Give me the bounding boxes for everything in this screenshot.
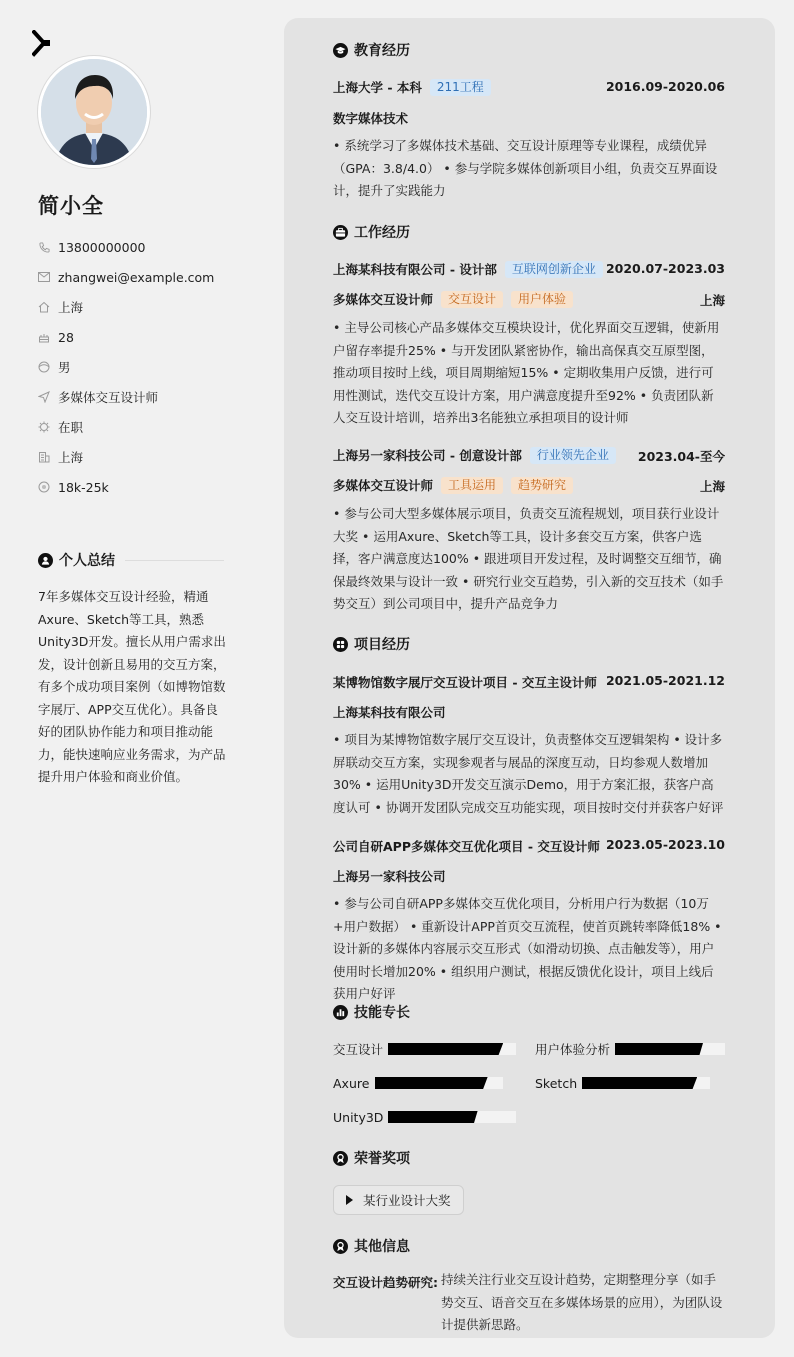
award-item[interactable] — [333, 1185, 464, 1215]
job-company: 上海另一家科技公司 - 创意设计部 — [333, 448, 522, 463]
education-tag: 211工程 — [430, 79, 491, 96]
avatar-photo-icon — [41, 59, 147, 165]
education-major: 数字媒体技术 — [333, 111, 409, 126]
coin-icon — [38, 481, 50, 493]
skill-bar-fill — [388, 1111, 478, 1123]
other-label: 交互设计趋势研究: — [333, 1275, 438, 1290]
projects-section-title — [333, 634, 410, 654]
skill-name: Axure — [333, 1075, 370, 1091]
status-value: 在职 — [58, 420, 84, 435]
award-toggle-button[interactable] — [333, 1185, 464, 1215]
education-school: 上海大学 - 本科 — [333, 80, 422, 95]
work-section-title — [333, 222, 410, 242]
skill-item — [535, 1075, 710, 1091]
summary-title-text: 个人总结 — [59, 553, 115, 569]
skill-item — [535, 1041, 725, 1057]
skill-name: 交互设计 — [333, 1042, 384, 1057]
graduation-cap-icon — [333, 43, 348, 58]
skill-item — [333, 1075, 503, 1091]
left-column — [0, 0, 284, 1357]
phone-value: 13800000000 — [58, 239, 146, 255]
info-location — [38, 292, 214, 322]
main-card — [284, 18, 775, 1338]
skill-bar — [582, 1077, 710, 1089]
work-title-text: 工作经历 — [354, 225, 410, 241]
skill-name: 用户体验分析 — [535, 1042, 611, 1057]
logo-chevron-icon — [32, 30, 52, 60]
job-date: 2020.07-2023.03 — [605, 261, 725, 276]
education-title-text: 教育经历 — [354, 43, 410, 59]
bar-chart-icon — [333, 1005, 348, 1020]
home-icon — [38, 301, 50, 313]
job-role: 多媒体交互设计师 — [333, 478, 434, 493]
contact-info — [38, 232, 214, 502]
info-status — [38, 412, 214, 442]
education-section-title — [333, 40, 410, 60]
skill-bar-fill — [388, 1043, 503, 1055]
projects-title-text: 项目经历 — [354, 637, 410, 653]
awards-section-title — [333, 1148, 410, 1168]
grid-icon — [333, 637, 348, 652]
award-icon — [333, 1239, 348, 1254]
education-school-row — [333, 78, 491, 96]
award-name: 某行业设计大奖 — [363, 1193, 451, 1208]
job-location: 上海 — [699, 293, 725, 308]
other-section-title — [333, 1236, 410, 1256]
info-city — [38, 442, 214, 472]
info-salary — [38, 472, 214, 502]
skills-title-text: 技能专长 — [354, 1005, 410, 1021]
avatar — [38, 56, 150, 168]
user-icon — [38, 553, 53, 568]
job-1-role-row — [333, 290, 573, 308]
send-icon — [38, 391, 50, 403]
job-role: 多媒体交互设计师 — [333, 292, 434, 307]
other-title-text: 其他信息 — [354, 1239, 410, 1255]
divider — [125, 560, 224, 561]
age-value: 28 — [58, 329, 74, 345]
city-value: 上海 — [58, 450, 84, 465]
email-value: zhangwei@example.com — [58, 269, 215, 285]
job-1-company-row — [333, 260, 603, 278]
skill-bar — [615, 1043, 725, 1055]
skill-item — [333, 1041, 516, 1057]
position-value: 多媒体交互设计师 — [58, 390, 159, 405]
cake-icon — [38, 331, 50, 343]
job-2-role-row — [333, 476, 573, 494]
other-text: 持续关注行业交互设计趋势，定期整理分享（如手势交互、语音交互在多媒体场景的应用），为团队设计提供新思路。 — [441, 1272, 723, 1332]
project-company: 上海某科技有限公司 — [333, 705, 446, 720]
job-2-company-row — [333, 446, 616, 464]
briefcase-icon — [333, 225, 348, 240]
job-location: 上海 — [699, 479, 725, 494]
project-desc: • 参与公司自研APP多媒体交互优化项目，分析用户行为数据（10万+用户数据） • 重新设计APP首页交互流程，使首页跳转率降低18% • 设计新的多媒体内容展示交互形式（如滑动切换、点击触发等），用户使用时长增加20% • 组织用户测试，根据反馈优化设计，项目上线后获用户好评 — [333, 896, 722, 1001]
info-position — [38, 382, 214, 412]
project-date: 2021.05-2021.12 — [605, 673, 725, 688]
job-company-tag: 互联网创新企业 — [505, 261, 603, 278]
building-icon — [38, 451, 50, 463]
job-desc: • 主导公司核心产品多媒体交互模块设计，优化界面交互逻辑，使新用户留存率提升25% • 与开发团队紧密协作，输出高保真交互原型图，推动项目按时上线，项目周期缩短15% • 定期收集用户反馈，进行可用性测试，迭代交互设计方案，用户满意度提升至92% • 负责团队新人交互设计培训，培养出3名能独立承担项目的设计师 — [333, 320, 720, 425]
job-company-tag: 行业领先企业 — [530, 447, 616, 464]
project-company: 上海另一家科技公司 — [333, 869, 446, 884]
job-date: 2023.04-至今 — [637, 449, 725, 464]
mail-icon — [38, 271, 50, 283]
gender-value: 男 — [58, 360, 71, 375]
award-icon — [333, 1151, 348, 1166]
project-name: 公司自研APP多媒体交互优化项目 - 交互设计师 — [333, 839, 600, 854]
skill-name: Sketch — [535, 1075, 578, 1091]
project-name: 某博物馆数字展厅交互设计项目 - 交互主设计师 — [333, 675, 597, 690]
skill-bar — [388, 1111, 516, 1123]
location-value: 上海 — [58, 300, 84, 315]
info-gender — [38, 352, 214, 382]
skill-bar — [388, 1043, 516, 1055]
project-date: 2023.05-2023.10 — [605, 837, 725, 852]
skills-section-title — [333, 1002, 410, 1022]
job-desc: • 参与公司大型多媒体展示项目，负责交互流程规划，项目获行业设计大奖 • 运用Axure、Sketch等工具，设计多套交互方案，供客户选择，客户满意度达100% • 跟进项目开发过程，及时调整交互细节，确保最终效果与设计一致 • 研究行业交互趋势，引入新的交互技术（如手势交互）到公司项目中，提升产品竞争力 — [333, 506, 724, 611]
summary-text: 7年多媒体交互设计经验，精通Axure、Sketch等工具，熟悉Unity3D开发。擅长从用户需求出发，设计创新且易用的交互方案，有多个成功项目案例（如博物馆数字展厅、APP交互优化）。具备良好的团队协作能力和项目推动能力，能快速响应业务需求，为产品提升用户体验和商业价值。 — [38, 589, 226, 784]
summary-section-title — [38, 550, 224, 570]
info-email — [38, 262, 214, 292]
candidate-name: 简小全 — [38, 194, 104, 218]
play-triangle-icon — [346, 1195, 353, 1205]
salary-value: 18k-25k — [58, 479, 109, 495]
job-skill-tag: 交互设计 — [441, 291, 503, 308]
skill-item — [333, 1109, 516, 1125]
awards-title-text: 荣誉奖项 — [354, 1151, 410, 1167]
education-date: 2016.09-2020.06 — [605, 79, 725, 94]
job-skill-tag: 趋势研究 — [511, 477, 573, 494]
skill-bar-fill — [375, 1077, 488, 1089]
info-phone — [38, 232, 214, 262]
info-age — [38, 322, 214, 352]
skill-bar-fill — [615, 1043, 703, 1055]
gear-icon — [38, 421, 50, 433]
skill-bar-fill — [582, 1077, 697, 1089]
skill-name: Unity3D — [333, 1109, 384, 1125]
job-company: 上海某科技有限公司 - 设计部 — [333, 262, 497, 277]
education-desc: • 系统学习了多媒体技术基础、交互设计原理等专业课程，成绩优异（GPA：3.8/4.0） • 参与学院多媒体创新项目小组，负责交互界面设计，提升了实践能力 — [333, 138, 718, 198]
job-skill-tag: 工具运用 — [441, 477, 503, 494]
project-desc: • 项目为某博物馆数字展厅交互设计，负责整体交互逻辑架构 • 设计多屏联动交互方案，实现参观者与展品的深度互动，日均参观人数增加30% • 运用Unity3D开发交互演示Demo，用于方案汇报，获客户高度认可 • 协调开发团队完成交互功能实现，项目按时交付并获客户好评 — [333, 732, 724, 815]
job-skill-tag: 用户体验 — [511, 291, 573, 308]
gender-icon — [38, 361, 50, 373]
skill-bar — [375, 1077, 503, 1089]
phone-icon — [38, 241, 50, 253]
